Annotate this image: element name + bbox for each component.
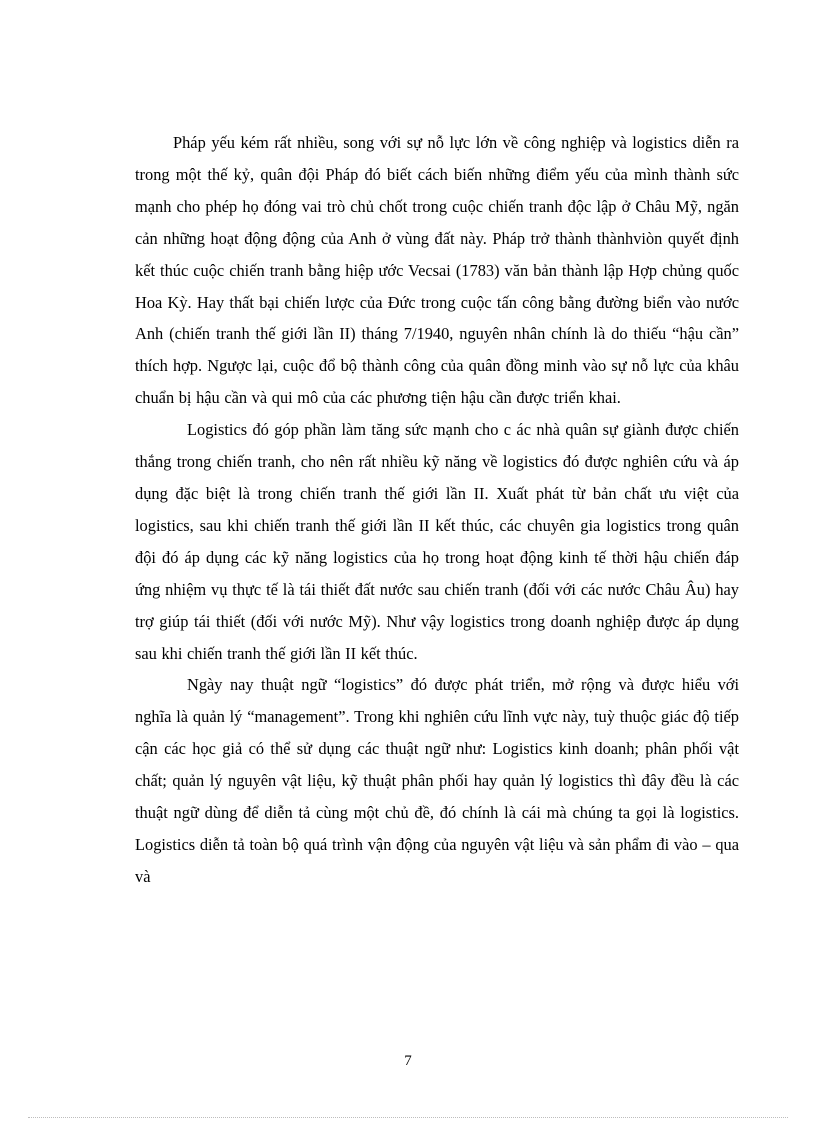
footer-divider xyxy=(28,1117,788,1118)
paragraph-2: Logistics đó góp phần làm tăng sức mạnh cho c ác nhà quân sự giành được chiến thắng trong chiến tranh, cho nên rất nhiều kỹ năng về logistics đó được nghiên cứu và áp dụng đặc biệt là trong chiến tranh thế giới lần II. Xuất phát từ bản chất ưu việt của logistics, sau khi chiến tranh thế giới lần II kết thúc, các chuyên gia logistics trong quân đội đó áp dụng các kỹ năng logistics của họ trong hoạt động kinh tế thời hậu chiến đáp ứng nhiệm vụ thực tế là tái thiết đất nước sau chiến tranh (đối với các nước Châu Âu) hay trợ giúp tái thiết (đối với nước Mỹ). Như vậy logistics trong doanh nghiệp được áp dụng sau khi chiến tranh thế giới lần II kết thúc. xyxy=(135,420,739,663)
page-number: 7 xyxy=(404,1053,412,1069)
body-text xyxy=(135,127,739,893)
paragraph-3: Ngày nay thuật ngữ “logistics” đó được phát triển, mở rộng và được hiểu với nghĩa là quản lý “management”. Trong khi nghiên cứu lĩnh vực này, tuỳ thuộc giác độ tiếp cận các học giả có thể sử dụng các thuật ngữ như: Logistics kinh doanh; phân phối vật chất; quản lý nguyên vật liệu, kỹ thuật phân phối hay quản lý logistics thì đây đều là các thuật ngữ dùng để diễn tả cùng một chủ đề, đó chính là cái mà chúng ta gọi là logistics. Logistics diễn tả toàn bộ quá trình vận động của nguyên vật liệu và sản phẩm đi vào – qua và xyxy=(135,675,739,886)
paragraph-1: Pháp yếu kém rất nhiều, song với sự nỗ lực lớn về công nghiệp và logistics diễn ra trong một thế kỷ, quân đội Pháp đó biết cách biến những điểm yếu của mình thành sức mạnh cho phép họ đóng vai trò chủ chốt trong cuộc chiến tranh độc lập ở Châu Mỹ, ngăn cản những hoạt động động của Anh ở vùng đất này. Pháp trở thành thànhviòn quyết định kết thúc cuộc chiến tranh bằng hiệp ước Vecsai (1783) văn bản thành lập Hợp chủng quốc Hoa Kỳ. Hay thất bại chiến lược của Đức trong cuộc tấn công bằng đường biển vào nước Anh (chiến tranh thế giới lần II) tháng 7/1940, nguyên nhân chính là do thiếu “hậu cần” thích hợp. Ngược lại, cuộc đổ bộ thành công của quân đồng minh vào sự nỗ lực của khâu chuẩn bị hậu cần và qui mô của các phương tiện hậu cần được triển khai. xyxy=(135,133,739,408)
